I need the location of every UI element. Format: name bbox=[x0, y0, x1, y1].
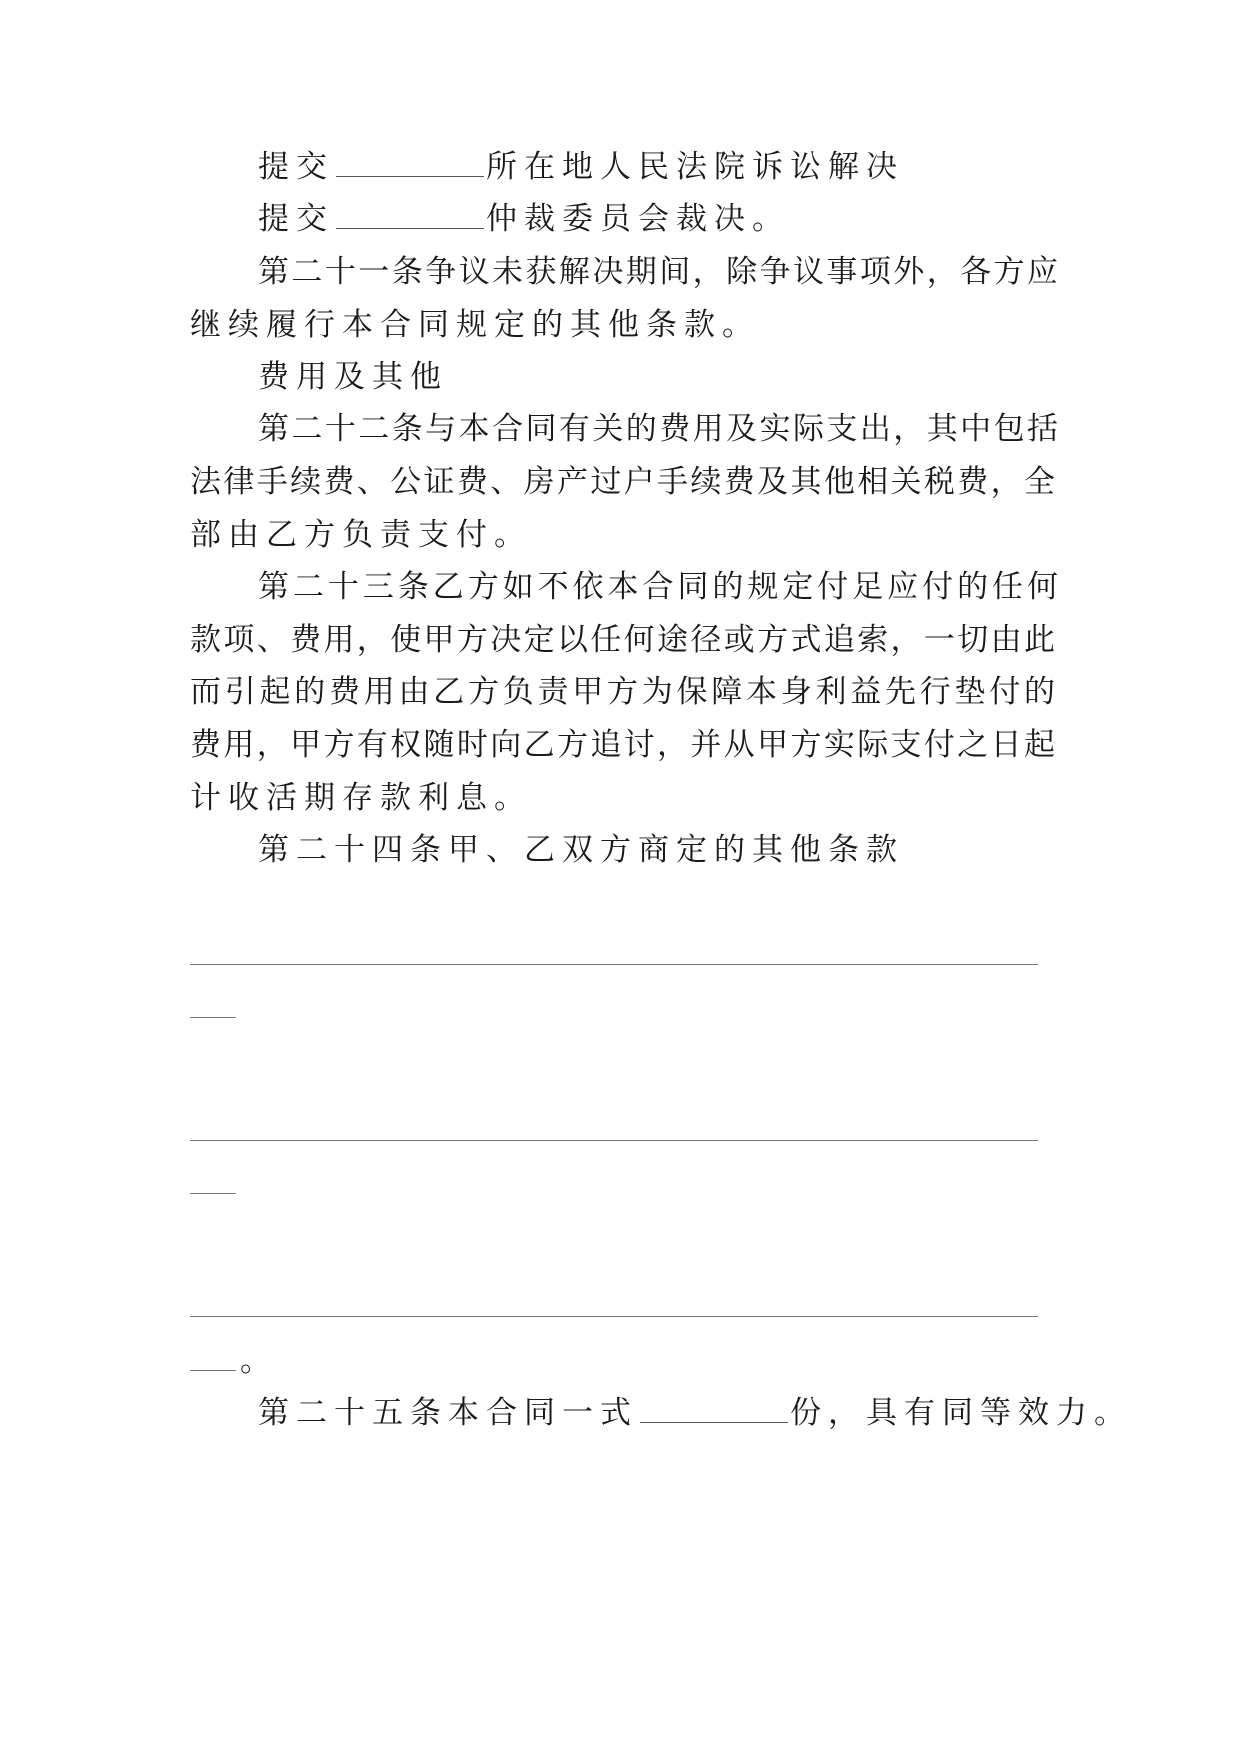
fill-rule-2-tail[interactable] bbox=[190, 1193, 236, 1194]
fill-rule-1[interactable] bbox=[190, 964, 1038, 965]
clause-21-line1: 第二十一条争议未获解决期间，除争议事项外，各方应 bbox=[258, 254, 1058, 290]
fill-rule-3-tail[interactable] bbox=[190, 1370, 236, 1371]
fill-rule-1-tail[interactable] bbox=[190, 1017, 236, 1018]
clause-arbitration bbox=[258, 198, 1058, 239]
fill-blank[interactable] bbox=[336, 146, 484, 177]
clause-24-end: 。 bbox=[240, 1343, 271, 1379]
clause-23-line4: 费用，甲方有权随时向乙方追讨，并从甲方实际支付之日起 bbox=[190, 727, 1055, 763]
fill-blank[interactable] bbox=[336, 198, 484, 229]
clause-23-line2: 款项、费用，使甲方决定以任何途径或方式追索，一切由此 bbox=[190, 622, 1055, 658]
clause-25 bbox=[258, 1392, 1132, 1433]
fill-rule-3[interactable] bbox=[190, 1316, 1038, 1317]
clause-24: 第二十四条甲、乙双方商定的其他条款 bbox=[258, 832, 904, 868]
section-heading: 费用及其他 bbox=[258, 359, 448, 395]
fill-rule-2[interactable] bbox=[190, 1140, 1038, 1141]
clause-21-line2: 继续履行本合同规定的其他条款。 bbox=[190, 307, 760, 343]
clause-22-line2: 法律手续费、公证费、房产过户手续费及其他相关税费，全 bbox=[190, 464, 1055, 500]
clause-text: 所在地人民法院诉讼解决 bbox=[486, 149, 904, 185]
clause-23-line3: 而引起的费用由乙方负责甲方为保障本身利益先行垫付的 bbox=[190, 674, 1055, 710]
clause-text: 份，具有同等效力。 bbox=[790, 1395, 1132, 1431]
clause-text: 提交 bbox=[258, 149, 334, 185]
clause-23-line5: 计收活期存款利息。 bbox=[190, 780, 532, 816]
clause-22-line3: 部由乙方负责支付。 bbox=[190, 517, 532, 553]
clause-text: 第二十五条本合同一式 bbox=[258, 1395, 638, 1431]
clause-23-line1: 第二十三条乙方如不依本合同的规定付足应付的任何 bbox=[258, 569, 1058, 605]
copies-blank[interactable] bbox=[640, 1392, 788, 1423]
clause-22-line1: 第二十二条与本合同有关的费用及实际支出，其中包括 bbox=[258, 411, 1058, 447]
clause-text: 仲裁委员会裁决。 bbox=[486, 201, 790, 237]
clause-text: 提交 bbox=[258, 201, 334, 237]
clause-litigation bbox=[258, 146, 1058, 187]
